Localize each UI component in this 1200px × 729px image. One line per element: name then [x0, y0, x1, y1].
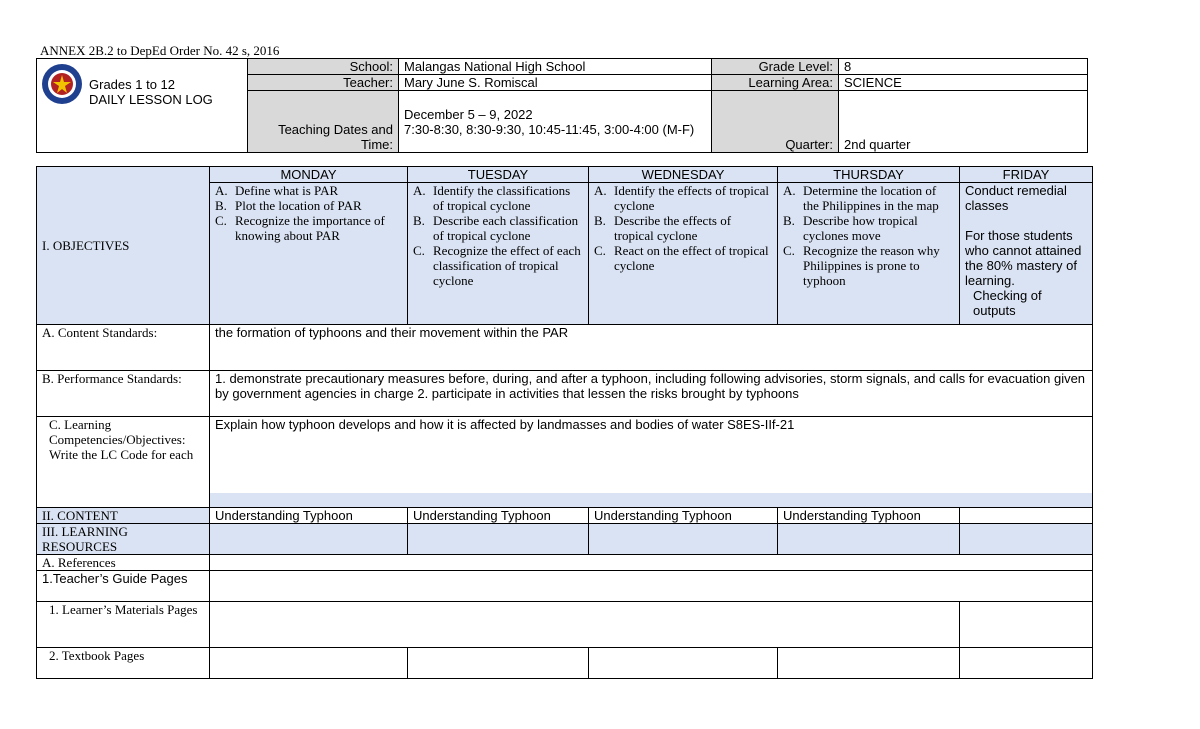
area-value: SCIENCE — [839, 75, 1088, 91]
friday-remedial: Conduct remedial classes — [965, 183, 1067, 213]
wednesday-objectives — [589, 183, 778, 325]
dll-title: DAILY LESSON LOG — [89, 92, 213, 107]
resources-monday — [210, 524, 408, 555]
dates-label-line2: Time: — [360, 137, 393, 152]
learners-materials-label: 1. Learner’s Materials Pages — [37, 602, 210, 648]
day-wednesday: WEDNESDAY — [589, 167, 778, 183]
day-thursday: THURSDAY — [778, 167, 960, 183]
objective-item: C. Recognize the effect of each classification of tropical cyclone — [413, 243, 581, 288]
objectives-label-cell — [37, 167, 210, 325]
quarter-label: Quarter: — [712, 91, 839, 153]
friday-checking: Checking of outputs — [973, 288, 1042, 318]
dates-value-line1: December 5 – 9, 2022 — [404, 106, 533, 122]
objective-item: B. Describe each classification of tropical cyclone — [413, 213, 579, 243]
day-tuesday: TUESDAY — [408, 167, 589, 183]
textbook-wednesday — [589, 648, 778, 679]
dates-label — [248, 91, 399, 153]
teacher-label: Teacher: — [248, 75, 399, 91]
dates-label-line1: Teaching Dates and — [278, 122, 393, 137]
performance-standards-value: 1. demonstrate precautionary measures before, during, and after a typhoon, including following advisories, storm signals, and calls for evacuation given by government agencies in charge 2. participate in activities that lessen the risks brought by typhoons — [210, 371, 1093, 417]
day-friday: FRIDAY — [960, 167, 1093, 183]
textbook-thursday — [778, 648, 960, 679]
grade-value: 8 — [839, 59, 1088, 75]
deped-seal-icon — [41, 63, 83, 105]
competencies-shade — [210, 493, 1093, 508]
content-label: II. CONTENT — [37, 508, 210, 524]
textbook-friday — [960, 648, 1093, 679]
textbook-label: 2. Textbook Pages — [37, 648, 210, 679]
competencies-value: Explain how typhoon develops and how it is affected by landmasses and bodies of water S8ES-IIf-21 — [210, 417, 1093, 493]
school-label: School: — [248, 59, 399, 75]
objective-item: C. Recognize the importance of knowing about PAR — [215, 213, 385, 243]
objectives-label: I. OBJECTIVES — [42, 238, 130, 253]
dates-value — [399, 91, 712, 153]
teachers-guide-label: 1.Teacher’s Guide Pages — [37, 571, 210, 602]
resources-thursday — [778, 524, 960, 555]
performance-standards-label: B. Performance Standards: — [37, 371, 210, 417]
logo-cell — [37, 59, 248, 153]
school-value: Malangas National High School — [399, 59, 712, 75]
competencies-label: C. Learning Competencies/Objectives: Write the LC Code for each — [37, 417, 210, 508]
objective-item: B. Plot the location of PAR — [215, 198, 362, 213]
references-value — [210, 555, 1093, 571]
annex-title: ANNEX 2B.2 to DepEd Order No. 42 s, 2016 — [40, 43, 280, 58]
objective-item: A. Determine the location of the Philippines in the map — [783, 183, 939, 213]
learning-resources-label: III. LEARNING RESOURCES — [37, 524, 210, 555]
references-label: A. References — [37, 555, 210, 571]
dll-grades: Grades 1 to 12 — [89, 77, 175, 92]
content-standards-label: A. Content Standards: — [37, 325, 210, 371]
learners-materials-value — [210, 602, 960, 648]
content-standards-value: the formation of typhoons and their movement within the PAR — [210, 325, 1093, 371]
teachers-guide-value — [210, 571, 1093, 602]
thursday-objectives — [778, 183, 960, 325]
quarter-value: 2nd quarter — [839, 91, 1088, 153]
area-label: Learning Area: — [712, 75, 839, 91]
objective-item: A. Identify the classifications of tropical cyclone — [413, 183, 571, 213]
objective-item: A. Identify the effects of tropical cyclone — [594, 183, 769, 213]
content-friday — [960, 508, 1093, 524]
tuesday-objectives — [408, 183, 589, 325]
content-tuesday: Understanding Typhoon — [408, 508, 589, 524]
resources-tuesday — [408, 524, 589, 555]
textbook-monday — [210, 648, 408, 679]
objective-item: C. Recognize the reason why Philippines is prone to typhoon — [783, 243, 940, 288]
resources-friday — [960, 524, 1093, 555]
objective-item: B. Describe the effects of tropical cyclone — [594, 213, 732, 243]
monday-objectives — [210, 183, 408, 325]
content-thursday: Understanding Typhoon — [778, 508, 960, 524]
resources-wednesday — [589, 524, 778, 555]
dates-value-line2: 7:30-8:30, 8:30-9:30, 10:45-11:45, 3:00-4:00 (M-F) — [404, 121, 695, 137]
header-table — [36, 58, 1088, 153]
grade-label: Grade Level: — [712, 59, 839, 75]
content-monday: Understanding Typhoon — [210, 508, 408, 524]
friday-students: For those students who cannot attained the 80% mastery of learning. — [965, 228, 1082, 288]
content-wednesday: Understanding Typhoon — [589, 508, 778, 524]
textbook-tuesday — [408, 648, 589, 679]
lesson-table — [36, 166, 1093, 679]
objective-item: A. Define what is PAR — [215, 183, 339, 198]
day-monday: MONDAY — [210, 167, 408, 183]
learners-materials-friday — [960, 602, 1093, 648]
objective-item: B. Describe how tropical cyclones move — [783, 213, 918, 243]
friday-objectives — [960, 183, 1093, 325]
objective-item: C. React on the effect of tropical cyclone — [594, 243, 769, 273]
teacher-value: Mary June S. Romiscal — [399, 75, 712, 91]
